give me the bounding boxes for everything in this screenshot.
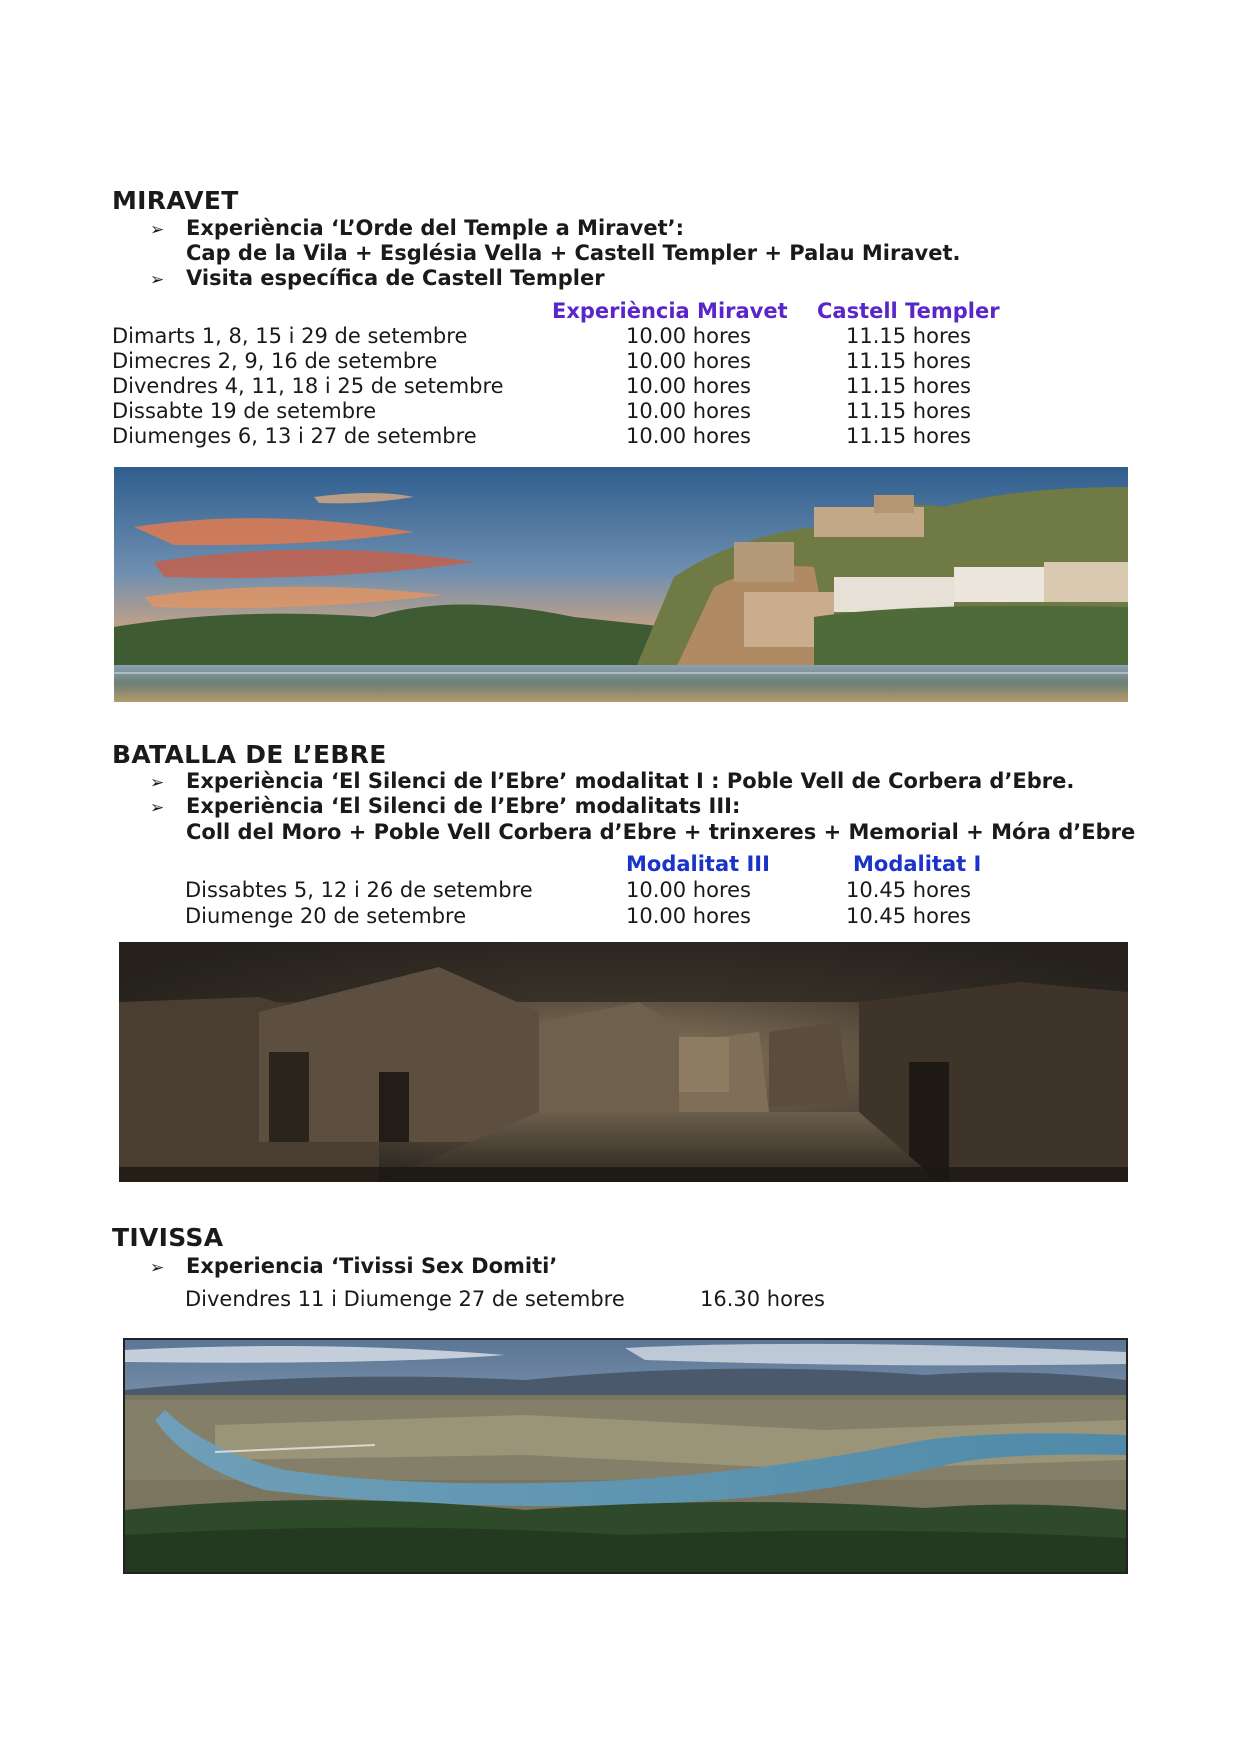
schedule-time: 10.00 hores	[626, 399, 751, 423]
column-header-castell-templer: Castell Templer	[817, 299, 1000, 323]
arrow-bullet-icon: ➢	[150, 798, 165, 818]
schedule-day: Diumenge 20 de setembre	[185, 904, 467, 928]
batalla-bullet-1: ➢ Experiència ‘El Silenci de l’Ebre’ modalitat I : Poble Vell de Corbera d’Ebre.	[150, 769, 1075, 793]
batalla-title: BATALLA DE L’EBRE	[112, 740, 387, 769]
tivissa-title: TIVISSA	[112, 1223, 224, 1252]
schedule-time: 16.30 hores	[700, 1287, 825, 1311]
schedule-time: 10.00 hores	[626, 349, 751, 373]
schedule-time: 11.15 hores	[846, 349, 971, 373]
tivissa-bullet: ➢ Experiencia ‘Tivissi Sex Domiti’	[150, 1254, 558, 1278]
schedule-time: 10.00 hores	[626, 324, 751, 348]
schedule-day: Divendres 11 i Diumenge 27 de setembre	[185, 1287, 625, 1311]
schedule-time: 10.45 hores	[846, 878, 971, 902]
schedule-day: Dimarts 1, 8, 15 i 29 de setembre	[112, 324, 468, 348]
miravet-title: MIRAVET	[112, 186, 239, 215]
schedule-time: 10.45 hores	[846, 904, 971, 928]
batalla-bullet-2-continuation: Coll del Moro + Poble Vell Corbera d’Ebre + trinxeres + Memorial + Móra d’Ebre	[186, 820, 1136, 844]
schedule-day: Dissabte 19 de setembre	[112, 399, 377, 423]
ebre-river-panorama-photo	[123, 1338, 1128, 1574]
schedule-time: 11.15 hores	[846, 399, 971, 423]
poble-vell-ruins-photo	[119, 942, 1128, 1182]
column-header-modalitat-iii: Modalitat III	[626, 852, 770, 876]
arrow-bullet-icon: ➢	[150, 270, 165, 290]
arrow-bullet-icon: ➢	[150, 773, 165, 793]
arrow-bullet-icon: ➢	[150, 220, 165, 240]
schedule-day: Dimecres 2, 9, 16 de setembre	[112, 349, 438, 373]
schedule-day: Dissabtes 5, 12 i 26 de setembre	[185, 878, 533, 902]
schedule-time: 11.15 hores	[846, 324, 971, 348]
schedule-time: 10.00 hores	[626, 374, 751, 398]
column-header-modalitat-i: Modalitat I	[853, 852, 982, 876]
miravet-bullet-1: ➢ Experiència ‘L’Orde del Temple a Miravet’:	[150, 216, 685, 240]
arrow-bullet-icon: ➢	[150, 1258, 165, 1278]
miravet-castle-photo	[114, 467, 1128, 702]
schedule-time: 11.15 hores	[846, 374, 971, 398]
schedule-day: Diumenges 6, 13 i 27 de setembre	[112, 424, 477, 448]
schedule-day: Divendres 4, 11, 18 i 25 de setembre	[112, 374, 504, 398]
batalla-bullet-2: ➢ Experiència ‘El Silenci de l’Ebre’ modalitats III:	[150, 794, 741, 818]
schedule-time: 10.00 hores	[626, 878, 751, 902]
miravet-bullet-1-continuation: Cap de la Vila + Església Vella + Castell Templer + Palau Miravet.	[186, 241, 961, 265]
schedule-time: 10.00 hores	[626, 904, 751, 928]
schedule-time: 11.15 hores	[846, 424, 971, 448]
column-header-experiencia-miravet: Experiència Miravet	[552, 299, 788, 323]
schedule-time: 10.00 hores	[626, 424, 751, 448]
miravet-bullet-2: ➢ Visita específica de Castell Templer	[150, 266, 605, 290]
